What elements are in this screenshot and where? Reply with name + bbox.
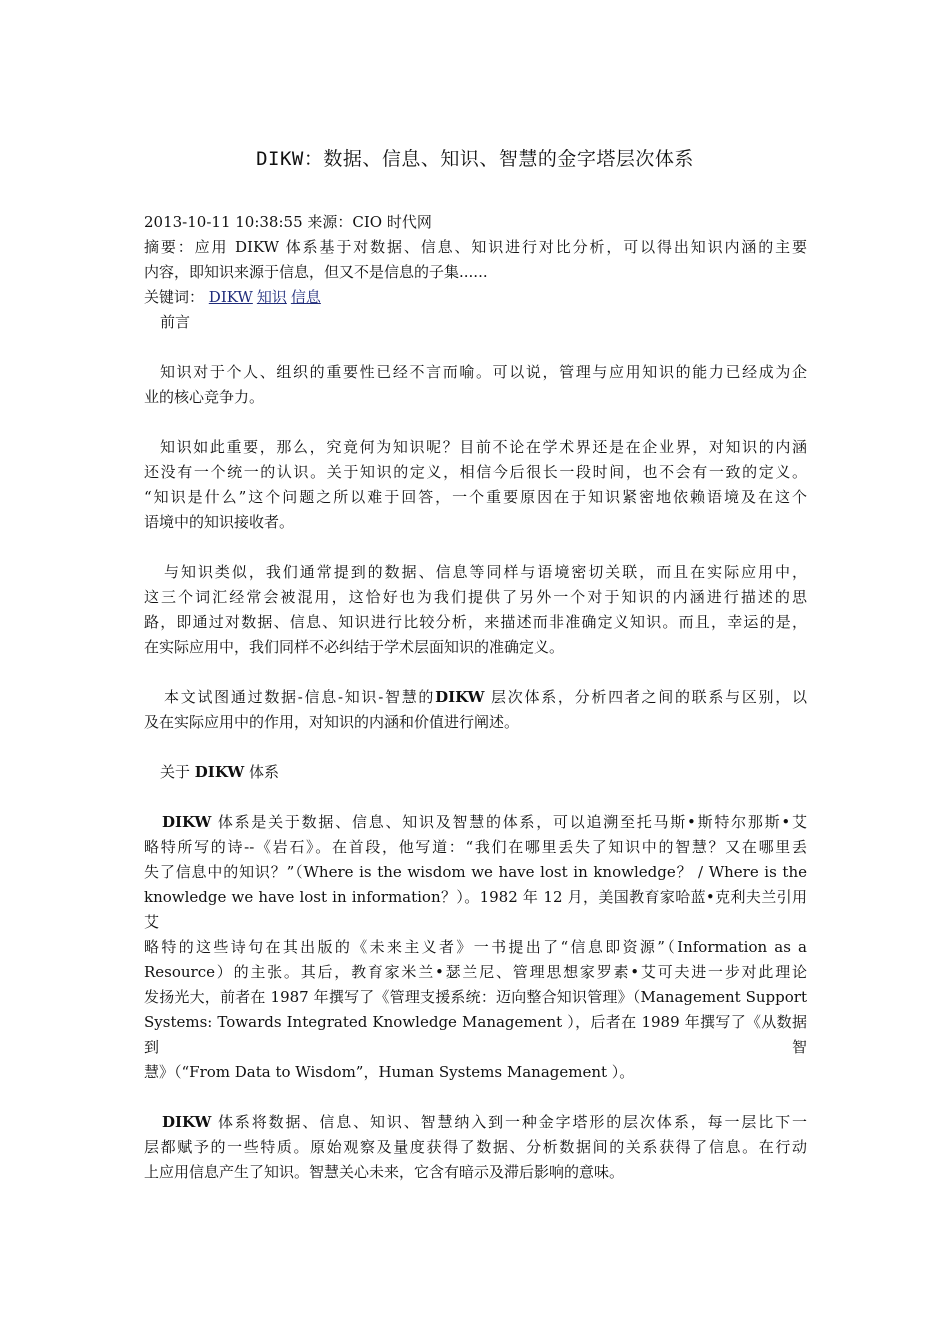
p3-line-1: 与知识类似，我们通常提到的数据、信息等同样与语境密切关联，而且在实际应用中， <box>164 563 807 581</box>
p3-line-2: 这三个词汇经常会被混用，这恰好也为我们提供了另外一个对于知识的内涵进行描述的思 <box>144 588 807 606</box>
p5-line-5: 略特的这些诗句在其出版的《未来主义者》一书提出了“信息即资源”（Information as a <box>144 938 807 956</box>
p1-line-1: 知识对于个人、组织的重要性已经不言而喻。可以说，管理与应用知识的能力已经成为企 <box>160 363 807 381</box>
p2-line-3: “知识是什么”这个问题之所以难于回答，一个重要原因在于知识紧密地依赖语境及在这个 <box>144 488 807 506</box>
p4-line-2: 及在实际应用中的作用，对知识的内涵和价值进行阐述。 <box>144 713 520 731</box>
keyword-link-dikw[interactable]: DIKW <box>208 288 253 306</box>
spacer <box>144 335 807 360</box>
p2-line-2: 还没有一个统一的认识。关于知识的定义，相信今后很长一段时间，也不会有一致的定义。 <box>144 463 807 481</box>
keyword-link-knowledge[interactable]: 知识 <box>256 288 287 306</box>
keywords-row <box>144 285 807 310</box>
p5-line-1-post: 体系是关于数据、信息、知识及智慧的体系，可以追溯至托马斯•斯特尔那斯•艾 <box>217 813 807 831</box>
p2-line-1: 知识如此重要，那么，究竟何为知识呢？目前不论在学术界还是在企业界，对知识的内涵 <box>160 438 807 456</box>
spacer <box>144 410 807 435</box>
section-heading-pre: 关于 <box>160 763 191 781</box>
spacer <box>144 735 807 760</box>
p5-line-1 <box>144 810 807 835</box>
article-body <box>144 210 807 1185</box>
p5-line-7: 发扬光大，前者在 1987 年撰写了《管理支援系统：迈向整合知识管理》（Management Support <box>144 988 807 1006</box>
p6-line-1-bold: DIKW <box>162 1113 212 1131</box>
p6-line-3: 上应用信息产生了知识。智慧关心未来，它含有暗示及滞后影响的意味。 <box>144 1163 625 1181</box>
p4-line-1-post: 层次体系，分析四者之间的联系与区别，以 <box>491 688 807 706</box>
spacer <box>144 1085 807 1110</box>
section-heading-bold: DIKW <box>194 763 245 781</box>
keyword-link-information[interactable]: 信息 <box>290 288 321 306</box>
summary-line-1: 摘要：应用 DIKW 体系基于对数据、信息、知识进行对比分析，可以得出知识内涵的主要 <box>144 238 807 256</box>
p4-line-1 <box>144 685 807 710</box>
p6-line-1-post: 体系将数据、信息、知识、智慧纳入到一种金字塔形的层次体系，每一层比下一 <box>218 1113 807 1131</box>
p5-line-8: Systems: Towards Integrated Knowledge Management ），后者在 1989 年撰写了《从数据到智 <box>144 1013 807 1056</box>
article-title: DIKW：数据、信息、知识、智慧的金字塔层次体系 <box>256 148 694 170</box>
preface-heading: 前言 <box>160 313 191 331</box>
p6-line-2: 层都赋予的一些特质。原始观察及量度获得了数据、分析数据间的关系获得了信息。在行动 <box>144 1138 807 1156</box>
keywords-label: 关键词： <box>144 288 205 306</box>
p2-line-4: 语境中的知识接收者。 <box>144 513 295 531</box>
p5-line-4: knowledge we have lost in information？）。1982 年 12 月，美国教育家哈蓝•克利夫兰引用艾 <box>144 888 807 931</box>
section-heading <box>144 760 807 785</box>
p4-line-1-bold: DIKW <box>435 688 485 706</box>
p5-line-1-bold: DIKW <box>162 813 212 831</box>
p3-line-4: 在实际应用中，我们同样不必纠结于学术层面知识的准确定义。 <box>144 638 565 656</box>
p5-line-3: 失了信息中的知识？”（Where is the wisdom we have lost in knowledge？ / Where is the <box>144 863 807 881</box>
section-heading-post: 体系 <box>248 763 279 781</box>
p4-line-1-pre: 本文试图通过数据-信息-知识-智慧的 <box>164 688 436 706</box>
spacer <box>144 535 807 560</box>
article-meta: 2013-10-11 10:38:55 来源：CIO 时代网 <box>144 213 432 231</box>
p5-line-6: Resource）的主张。其后，教育家米兰•瑟兰尼、管理思想家罗素•艾可夫进一步对此理论 <box>144 963 807 981</box>
p5-line-9: 慧》（“From Data to Wisdom”，Human Systems Management ）。 <box>144 1063 635 1081</box>
p3-line-3: 路，即通过对数据、信息、知识进行比较分析，来描述而非准确定义知识。而且，幸运的是， <box>144 613 807 631</box>
summary-line-2: 内容，即知识来源于信息，但又不是信息的子集...... <box>144 263 488 281</box>
spacer <box>144 785 807 810</box>
spacer <box>144 660 807 685</box>
p6-line-1 <box>144 1110 807 1135</box>
p1-line-2: 业的核心竞争力。 <box>144 388 265 406</box>
p5-line-2: 略特所写的诗--《岩石》。在首段，他写道：“我们在哪里丢失了知识中的智慧？又在哪里丢 <box>144 838 807 856</box>
